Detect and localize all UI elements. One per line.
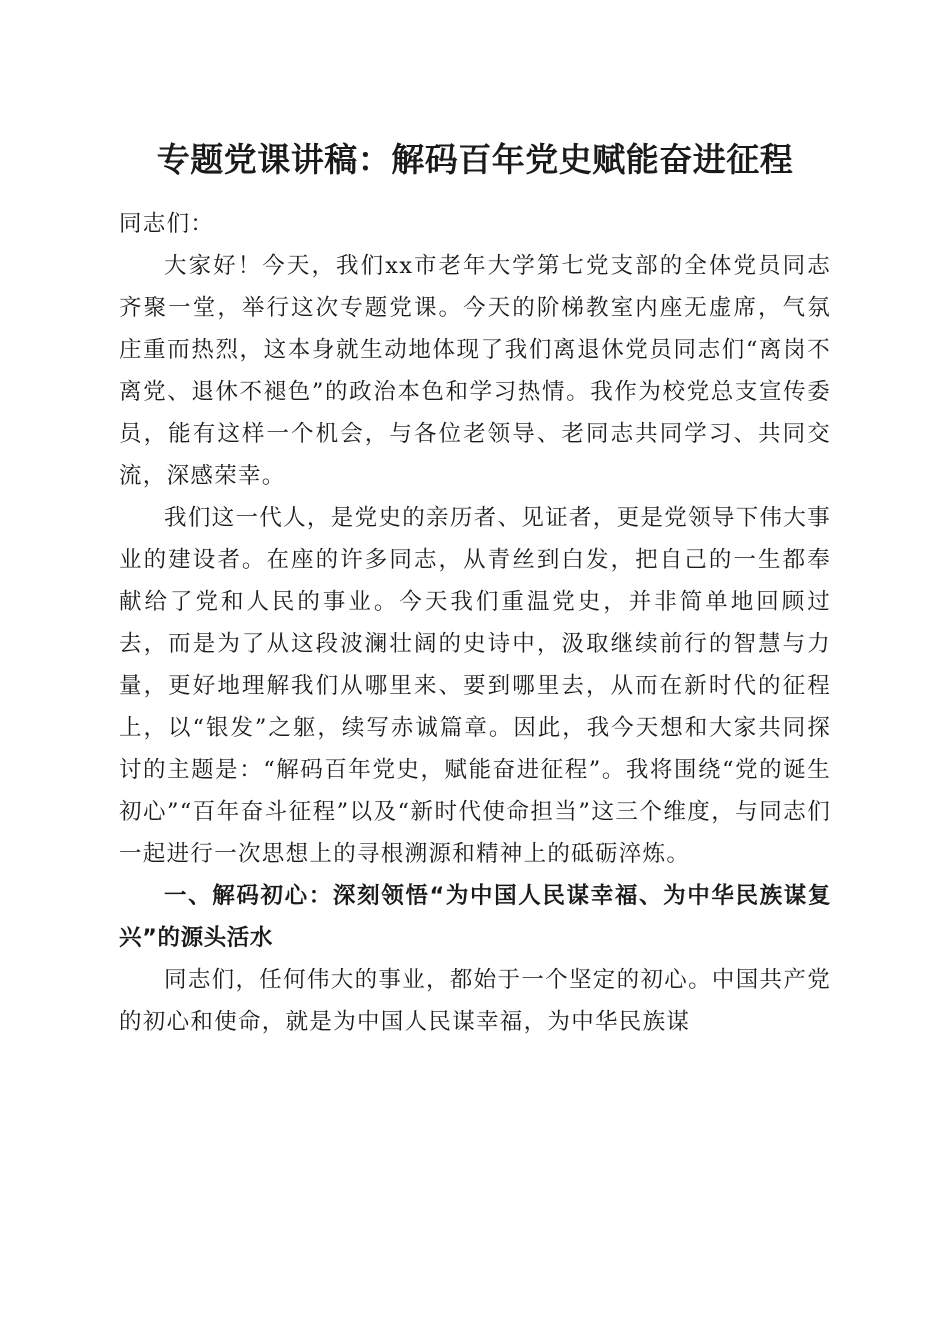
paragraph-theme: 我们这一代人，是党史的亲历者、见证者，更是党领导下伟大事业的建设者。在座的许多同志，从青丝到白发，把自己的一生都奉献给了党和人民的事业。今天我们重温党史，并非简单地回顾过去，而是为了从这段波澜壮阔的史诗中，汲取继续前行的智慧与力量，更好地理解我们从哪里来、要到哪里去，从而在新时代的征程上，以“银发”之躯，续写赤诚篇章。因此，我今天想和大家共同探讨的主题是：“解码百年党史，赋能奋进征程”。我将围绕“党的诞生初心”“百年奋斗征程”以及“新时代使命担当”这三个维度，与同志们一起进行一次思想上的寻根溯源和精神上的砥砺淬炼。 xyxy=(119,505,831,867)
section-heading-1: 一、解码初心：深刻领悟“为中国人民谋幸福、为中华民族谋复兴”的源头活水 xyxy=(119,883,831,951)
document-title: 专题党课讲稿：解码百年党史赋能奋进征程 xyxy=(156,140,794,179)
paragraph-section-1: 同志们，任何伟大的事业，都始于一个坚定的初心。中国共产党的初心和使命，就是为中国人民谋幸福，为中华民族谋 xyxy=(119,967,831,1035)
paragraph-opening: 大家好！今天，我们xx市老年大学第七党支部的全体党员同志齐聚一堂，举行这次专题党课。今天的阶梯教室内座无虚席，气氛庄重而热烈，这本身就生动地体现了我们离退休党员同志们“离岗不离党、退休不褪色”的政治本色和学习热情。我作为校党总支宣传委员，能有这样一个机会，与各位老领导、老同志共同学习、共同交流，深感荣幸。 xyxy=(119,253,831,489)
salutation: 同志们： xyxy=(119,211,215,237)
document-body xyxy=(119,203,831,1043)
